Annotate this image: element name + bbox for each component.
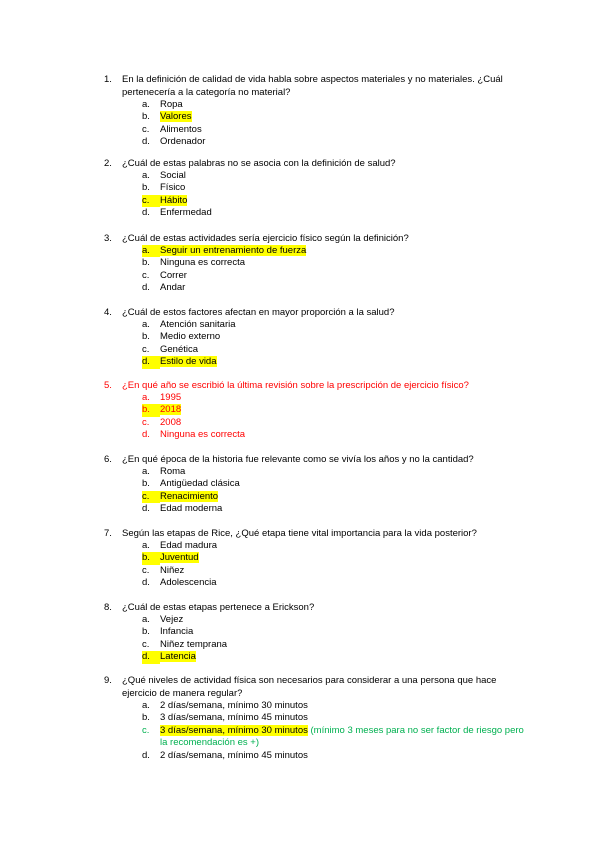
correct-answer: Juventud — [160, 552, 199, 564]
option-a: a. Atención sanitaria — [142, 319, 236, 330]
option-a: a. Ropa — [142, 99, 183, 110]
option-c: c. Alimentos — [142, 123, 202, 135]
option-d: d. Ordenador — [142, 136, 206, 148]
option-a: a. Seguir un entrenamiento de fuerza — [142, 245, 307, 256]
question-2 — [104, 157, 524, 220]
question-8 — [104, 601, 524, 664]
question-number: 9. — [104, 675, 112, 686]
option-d: d. Adolescencia — [142, 577, 217, 589]
option-b: b. Valores — [142, 111, 192, 123]
option-b: b. Ninguna es correcta — [142, 257, 246, 269]
option-a: a. 1995 — [142, 392, 182, 403]
question-text: ¿Cuál de estas actividades sería ejercicio físico según la definición? — [122, 233, 409, 244]
correct-answer: Seguir un entrenamiento de fuerza — [160, 245, 307, 256]
correct-answer: Renacimiento — [160, 490, 219, 502]
option-b: b. Medio externo — [142, 331, 221, 343]
question-text: ¿En qué año se escribió la última revisión sobre la prescripción de ejercicio físico? — [122, 380, 469, 391]
option-c: c. Niñez — [142, 564, 185, 576]
question-text: ¿En qué época de la historia fue relevante como se vivía los años y no la cantidad? — [122, 454, 474, 465]
question-number: 2. — [104, 158, 112, 169]
option-c: c. Genética — [142, 343, 199, 355]
option-a: a. Edad madura — [142, 540, 218, 551]
option-a: a. Social — [142, 170, 186, 181]
correct-answer: Valores — [160, 111, 192, 123]
option-b: b. 3 días/semana, mínimo 45 minutos — [142, 712, 308, 724]
option-b: b. Físico — [142, 182, 186, 194]
correct-answer: Hábito — [160, 194, 188, 206]
option-b: b. 2018 — [142, 404, 182, 416]
question-number: 4. — [104, 307, 112, 318]
question-text: ¿Cuál de estas etapas pertenece a Erickson? — [122, 602, 315, 613]
option-c: c. Hábito — [142, 194, 188, 206]
question-number: 7. — [104, 528, 112, 539]
question-4 — [104, 306, 524, 369]
question-text: ¿Cuál de estos factores afectan en mayor proporción a la salud? — [122, 307, 395, 318]
answer-note: (mínimo 3 meses para no ser factor de riesgo pero la recomendación es +) — [160, 724, 524, 749]
option-c: c. 3 días/semana, mínimo 30 minutos (mínimo 3 meses para no ser factor de riesgo pero la recomendación es +) — [142, 724, 524, 749]
option-d: d. Estilo de vida — [142, 356, 217, 368]
correct-answer: Estilo de vida — [160, 356, 217, 368]
option-c: c. Niñez temprana — [142, 638, 228, 650]
option-d: d. Edad moderna — [142, 503, 223, 515]
question-text: ¿Cuál de estas palabras no se asocia con la definición de salud? — [122, 158, 396, 169]
option-a: a. 2 días/semana, mínimo 30 minutos — [142, 700, 308, 711]
question-text: En la definición de calidad de vida habla sobre aspectos materiales y no materiales. ¿Cuál pertenecería a la categoría no material? — [122, 74, 503, 98]
question-number: 6. — [104, 454, 112, 465]
option-c: c. Renacimiento — [142, 490, 219, 502]
question-1 — [104, 73, 524, 149]
option-d: d. Enfermedad — [142, 207, 212, 219]
question-number: 1. — [104, 74, 112, 85]
option-d: d. 2 días/semana, mínimo 45 minutos — [142, 749, 308, 761]
option-c: c. 2008 — [142, 416, 182, 428]
option-d: d. Ninguna es correcta — [142, 429, 246, 441]
question-9 — [104, 674, 524, 762]
question-6 — [104, 453, 524, 516]
question-text: Según las etapas de Rice, ¿Qué etapa tiene vital importancia para la vida posterior? — [122, 528, 477, 539]
option-a: a. Roma — [142, 466, 186, 477]
question-5 — [104, 379, 524, 442]
question-7 — [104, 527, 524, 590]
option-a: a. Vejez — [142, 614, 184, 625]
option-b: b. Infancia — [142, 626, 194, 638]
option-d: d. Andar — [142, 282, 186, 294]
question-3 — [104, 232, 524, 295]
question-number: 8. — [104, 602, 112, 613]
option-b: b. Antigüedad clásica — [142, 478, 240, 490]
option-d: d. Latencia — [142, 651, 196, 663]
correct-answer: Latencia — [160, 651, 196, 663]
question-text: ¿Qué niveles de actividad física son necesarios para considerar a una persona que hace ejercicio de manera regular? — [122, 675, 497, 699]
option-c: c. Correr — [142, 269, 187, 281]
question-number: 5. — [104, 380, 112, 391]
question-number: 3. — [104, 233, 112, 244]
correct-answer: 2018 — [160, 404, 182, 416]
option-b: b. Juventud — [142, 552, 199, 564]
correct-answer: 3 días/semana, mínimo 30 minutos — [160, 724, 308, 736]
